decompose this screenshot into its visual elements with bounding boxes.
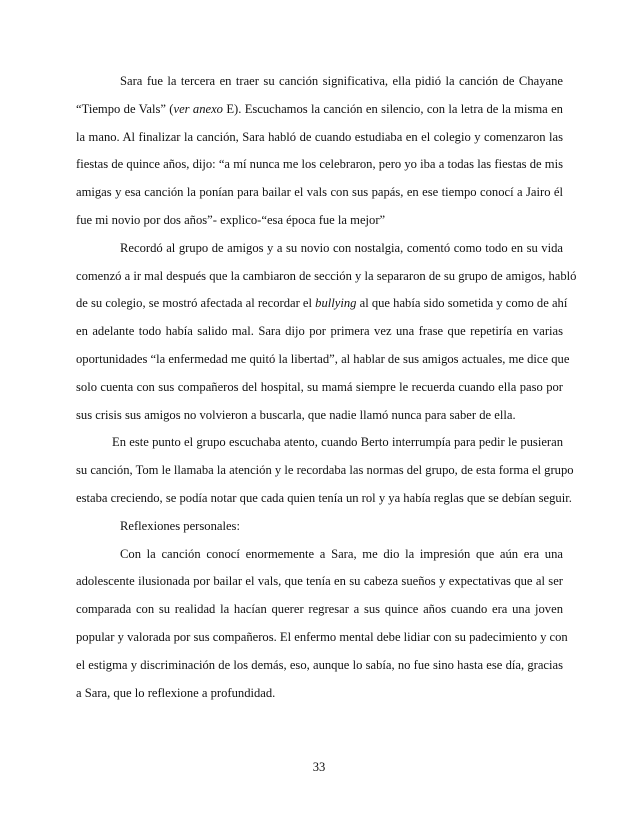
section-heading: Reflexiones personales: [120,518,240,533]
text-line: Con la canción conocí enormemente a Sara, me dio la impresión que aún era una [120,546,563,561]
text-line: amigas y esa canción la ponían para bailar el vals con sus papás, en ese tiempo conocí a Jairo él [76,185,563,200]
text-line: comparada con su realidad la hacían querer regresar a sus quince años cuando era una joven [76,602,563,617]
text-line: a Sara, que lo reflexione a profundidad. [76,685,276,700]
text-line: En este punto el grupo escuchaba atento, cuando Berto interrumpía para pedir le pusieran [112,435,563,450]
text-line: el estigma y discriminación de los demás, eso, aunque lo sabía, no fue sino hasta ese día, gracias [76,657,563,672]
text-line: sus crisis sus amigos no volvieron a buscarla, que nadie llamó nunca para saber de ella. [76,407,516,422]
text-line: la mano. Al finalizar la canción, Sara habló de cuando estudiaba en el colegio y comenzaron las [76,129,563,144]
italic-text: ver anexo [173,101,223,116]
text-line: comenzó a ir mal después que la cambiaron de sección y la separaron de su grupo de amigos, habló [76,268,577,283]
text-line: oportunidades “la enfermedad me quitó la libertad”, al hablar de sus amigos actuales, me dice que [76,351,570,366]
page-number: 33 [312,760,326,774]
text-line: estaba creciendo, se podía notar que cada quien tenía un rol y ya había reglas que se debían seguir. [76,490,572,505]
text-line: adolescente ilusionada por bailar el vals, que tenía en su cabeza sueños y expectativas que al ser [76,574,563,589]
text-line: su canción, Tom le llamaba la atención y le recordaba las normas del grupo, de esta forma el grupo [76,463,574,478]
text-line: Sara fue la tercera en traer su canción significativa, ella pidió la canción de Chayane [120,74,563,88]
text-line: “Tiempo de Vals” (ver anexo E). Escuchamos la canción en silencio, con la letra de la misma en [76,101,563,116]
text-line: de su colegio, se mostró afectada al recordar el bullying al que había sido sometida y como de ahí [76,296,568,311]
text-line: Recordó al grupo de amigos y a su novio con nostalgia, comentó como todo en su vida [120,240,563,255]
text-line: solo cuenta con sus compañeros del hospital, su mamá siempre le recuerda cuando ella paso por [76,379,563,394]
text-line: en adelante todo había salido mal. Sara dijo por primera vez una frase que repetiría en varias [76,324,563,339]
body-text [76,68,577,707]
text-line: fue mi novio por dos años”- explico-“esa época fue la mejor” [76,212,386,227]
italic-text: bullying [315,296,357,311]
text-line: popular y valorada por sus compañeros. El enfermo mental debe lidiar con su padecimiento y con [76,629,568,644]
text-line: fiestas de quince años, dijo: “a mí nunca me los celebraron, pero yo iba a todas las fiestas de mis [76,157,563,172]
